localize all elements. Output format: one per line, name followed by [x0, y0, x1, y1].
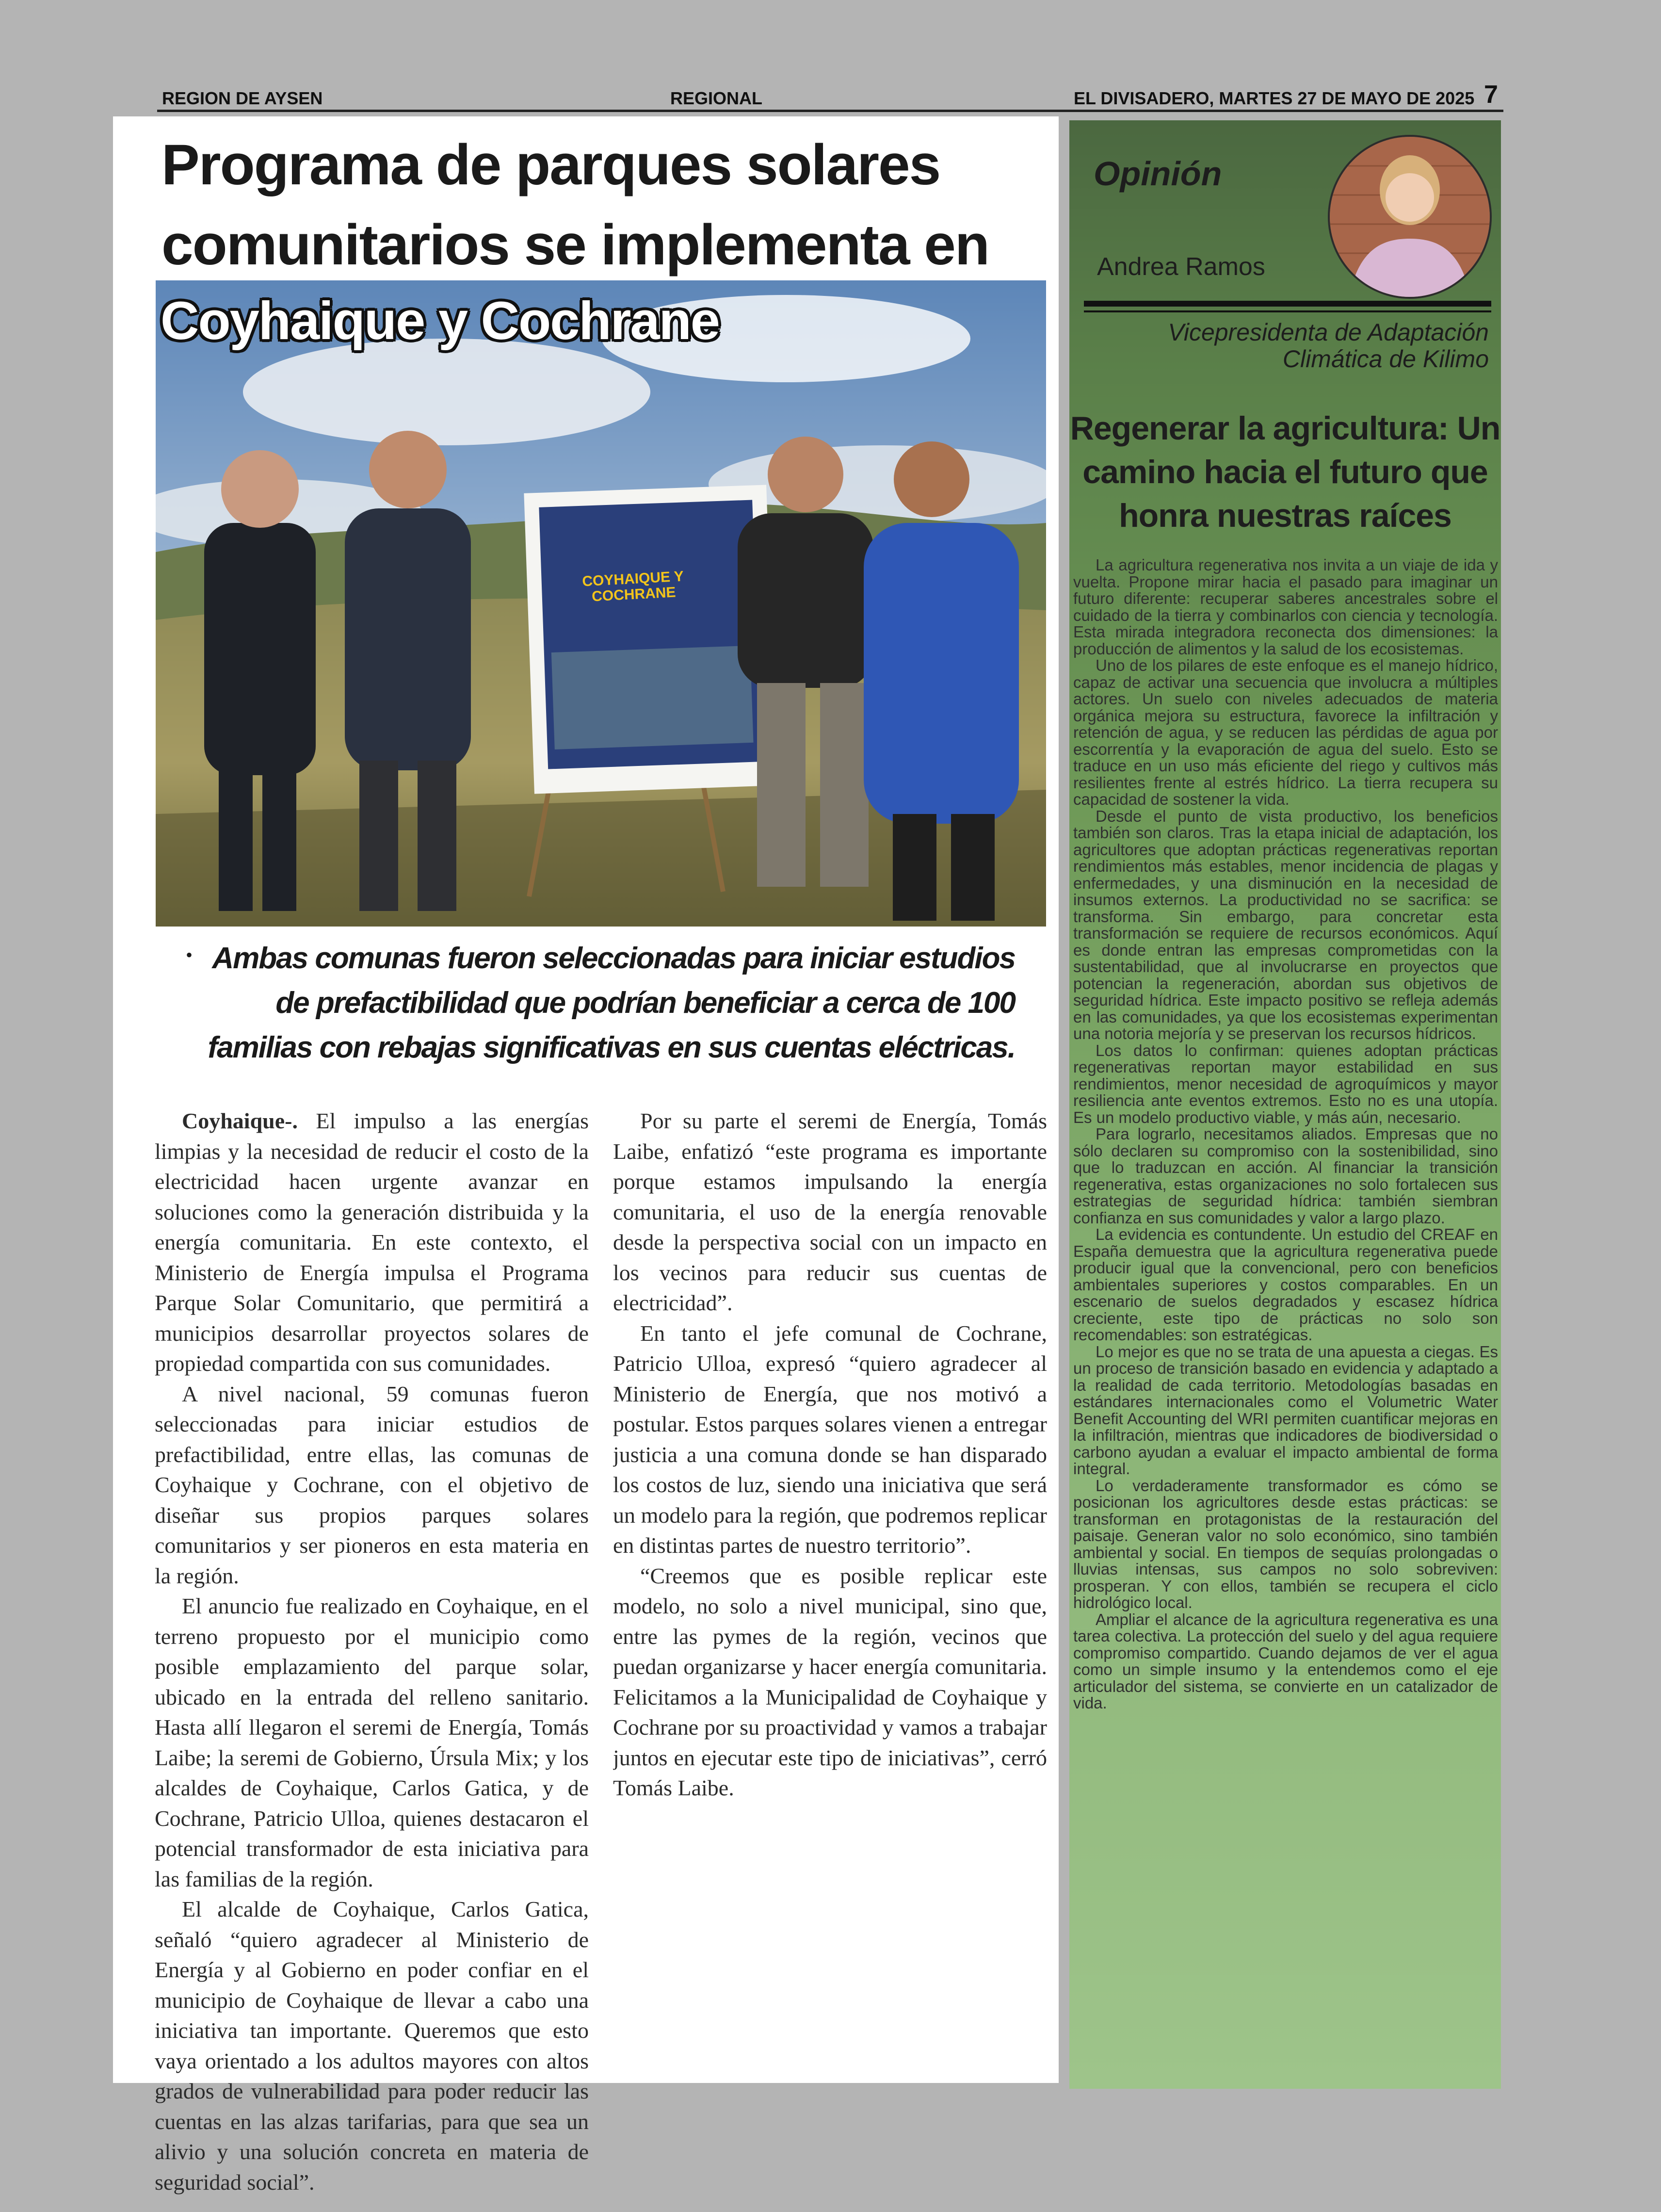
opinion-rule	[1084, 301, 1491, 307]
opinion-column	[1069, 120, 1501, 2089]
article-column-1	[155, 1106, 589, 2212]
opinion-paragraph: Lo verdaderamente transformador es cómo se posicionan los agricultores desde estas prácticas: se transforman en protagonistas de la restauración del paisaje. Generan valor no solo económico, sino también ambiental y social. En tiempos de sequías prolongadas o lluvias intensas, sus campos no solo sobreviven: prosperan. Y con ellos, también se recupera el ciclo hidrológico local.	[1073, 1476, 1498, 1611]
opinion-paragraph: Desde el punto de vista productivo, los beneficios también son claros. Tras la etapa inicial de adaptación, los agricultores que adoptan prácticas regenerativas reportan rendimientos más estables, menor incidencia de plagas y enfermedades, y una disminución en la necesidad de insumos externos. La productividad no se sacrifica: se transforma. Sin embargo, para concretar esta transformación se requiere de recursos económicos. Aquí es donde entran las empresas comprometidas con la sustentabilidad, que al involucrarse en proyectos que potencian la regeneración, abordan sus objetivos de seguridad hídrica. Este impacto positivo se refleja además en las comunidades, ya que los ecosistemas experimentan una notoria mejoría y se preservan los recursos hídricos.	[1073, 807, 1498, 1042]
opinion-paragraph: Lo mejor es que no se trata de una apuesta a ciegas. Es un proceso de transición basado en evidencia y adaptado a la realidad de cada territorio. Metodologías basadas en estándares internacionales como el Volumetric Water Benefit Accounting del WRI permiten cuantificar mejoras en la infiltración, mientras que indicadores de biodiversidad o carbono ayudan a evaluar el impacto ambiental de forma integral.	[1073, 1342, 1498, 1478]
article-paragraph: En tanto el jefe comunal de Cochrane, Patricio Ulloa, expresó “quiero agradecer al Ministerio de Energía, que nos motivó a postular. Estos parques solares vienen a entregar justicia a una comuna donde se han disparado los costos de luz, siendo una iniciativa que será un modelo para la región, que podremos replicar en distintas partes de nuestro territorio”.	[613, 1320, 1047, 1558]
publication-date: EL DIVISADERO, MARTES 27 DE MAYO DE 2025	[1074, 88, 1475, 108]
opinion-paragraph: Los datos lo confirman: quienes adoptan prácticas regenerativas reportan mayor estabilidad en sus rendimientos, menor necesidad de agroquímicos y mayor resiliencia ante eventos extremos. Esto no es una utopía. Es un modelo productivo viable, y más aún, necesario.	[1073, 1041, 1498, 1126]
opinion-label: Opinión	[1094, 155, 1222, 193]
article-paragraph: El alcalde de Coyhaique, Carlos Gatica, señaló “quiero agradecer al Ministerio de Energía y al Gobierno en poder confiar en el municipio de Coyhaique de llevar a cabo una iniciativa tan importante. Queremos que esto vaya orientado a los adultos mayores con altos grados de vulnerabilidad para poder reducir las cuentas en las alzas tarifarias, para que sea un alivio y una solución concreta en materia de seguridad social”.	[155, 1897, 589, 2195]
lead-bullet: •	[186, 944, 193, 966]
opinion-paragraph: La evidencia es contundente. Un estudio del CREAF en España demuestra que la agricultura regenerativa puede producir igual que la convencional, pero con beneficios ambientales superiores y costos comparables. En un escenario de suelos degradados y escasez hídrica creciente, este tipo de prácticas no solo son recomendables: son estratégicas.	[1073, 1225, 1498, 1344]
sign-title: COYHAIQUE Y COCHRANE	[581, 568, 684, 605]
article-paragraph: Por su parte el seremi de Energía, Tomás Laibe, enfatizó “este programa es importante porque estamos impulsando la energía comunitaria, el uso de la energía renovable desde la perspectiva social con un impacto en los vecinos para reducir sus cuentas de electricidad”.	[613, 1108, 1047, 1315]
article-paragraph: “Creemos que es posible replicar este modelo, no solo a nivel municipal, sino que, entre las pymes de la región, vecinos que puedan organizarse y hacer energía comunitaria. Felicitamos a la Municipalidad de Coyhaique y Cochrane por su proactividad y vamos a trabajar juntos en ejecutar este tipo de iniciativas”, cerró Tomás Laibe.	[613, 1563, 1047, 1800]
article-photo	[156, 280, 1046, 927]
opinion-paragraph: Ampliar el alcance de la agricultura regenerativa es una tarea colectiva. La protección del suelo y del agua requiere compromiso compartido. Cuando dejamos de ver el agua como un simple insumo y la entendemos como el eje articulador del sistema, se convierte en un catalizador de vida.	[1073, 1610, 1498, 1712]
category-label: REGIONAL	[670, 88, 763, 108]
article-paragraph: El anuncio fue realizado en Coyhaique, en el terreno propuesto por el municipio como posible emplazamiento del parque solar, ubicado en la entrada del relleno sanitario. Hasta allí llegaron el seremi de Energía, Tomás Laibe; la seremi de Gobierno, Úrsula Mix; y los alcaldes de Coyhaique, Carlos Gatica, y de Cochrane, Patricio Ulloa, quienes destacaron el potencial transformador de esta iniciativa para las familias de la región.	[155, 1594, 589, 1891]
header-rule	[157, 110, 1503, 112]
photo-title-overlay: Coyhaique y Cochrane	[161, 291, 719, 351]
page-number: 7	[1484, 81, 1498, 109]
main-article	[113, 116, 1059, 2195]
section-label: REGION DE AYSEN	[162, 88, 323, 108]
opinion-paragraph: La agricultura regenerativa nos invita a un viaje de ida y vuelta. Propone mirar hacia el pasado para imaginar un futuro diferente: recuperar saberes ancestrales sobre el cuidado de la tierra y combinarlos con ciencia y tecnología. Esta mirada integradora reconecta dos dimensiones: la producción de alimentos y la salud de los ecosistemas.	[1073, 557, 1498, 658]
author-name: Andrea Ramos	[1097, 253, 1265, 281]
author-avatar	[1328, 135, 1492, 299]
lead-summary: Ambas comunas fueron seleccionadas para iniciar estudios de prefactibilidad que podrían beneficiar a cerca de 100 familias con rebajas significativas en sus cuentas eléctricas.	[208, 942, 1015, 1064]
opinion-body	[1073, 557, 1498, 2080]
headline-line-1: Programa de parques solares	[161, 133, 940, 197]
article-column-2	[613, 1106, 1047, 2212]
dateline: Coyhaique-.	[182, 1108, 298, 1133]
opinion-paragraph: Uno de los pilares de este enfoque es el manejo hídrico, capaz de activar una secuencia que involucra a múltiples actores. Un suelo con niveles adecuados de materia orgánica mejora su estructura, favorece la infiltración y retención de agua, y se reducen las pérdidas de agua por escorrentía y la evaporación de agua del suelo. Esto se traduce en un uso más eficiente del riego y cultivos más resilientes frente al estrés hídrico. La tierra recupera su capacidad de sostener la vida.	[1073, 656, 1498, 808]
article-paragraph: Coyhaique-. El impulso a las energías limpias y la necesidad de reducir el costo de la electricidad hacen urgente avanzar en soluciones como la generación distribuida y la energía comunitaria. En este contexto, el Ministerio de Energía impulsa el Programa Parque Solar Comunitario, que permitirá a municipios desarrollar proyectos solares de propiedad compartida con sus comunidades.	[155, 1108, 589, 1376]
opinion-title: Regenerar la agricultura: Un camino hacia el futuro que honra nuestras raíces	[1070, 410, 1500, 534]
headline-line-2: comunitarios se implementa en	[161, 213, 989, 277]
opinion-rule-thin	[1084, 310, 1491, 312]
article-paragraph: A nivel nacional, 59 comunas fueron seleccionadas para iniciar estudios de prefactibilidad, entre ellas, las comunas de Coyhaique y Cochrane, con el objetivo de diseñar sus propios parques solares comunitarios y ser pioneros en esta materia en la región.	[155, 1381, 589, 1588]
opinion-paragraph: Para lograrlo, necesitamos aliados. Empresas que no sólo declaren su compromiso con la sostenibilidad, sino que lo traduzcan en acción. Al financiar la transición regenerativa, estas organizaciones no solo fortalecen sus estrategias de seguridad hídrica: también siembran confianza en sus comunidades y valor a largo plazo.	[1073, 1125, 1498, 1227]
author-role: Vicepresidenta de Adaptación Climática de Kilimo	[1168, 319, 1489, 373]
